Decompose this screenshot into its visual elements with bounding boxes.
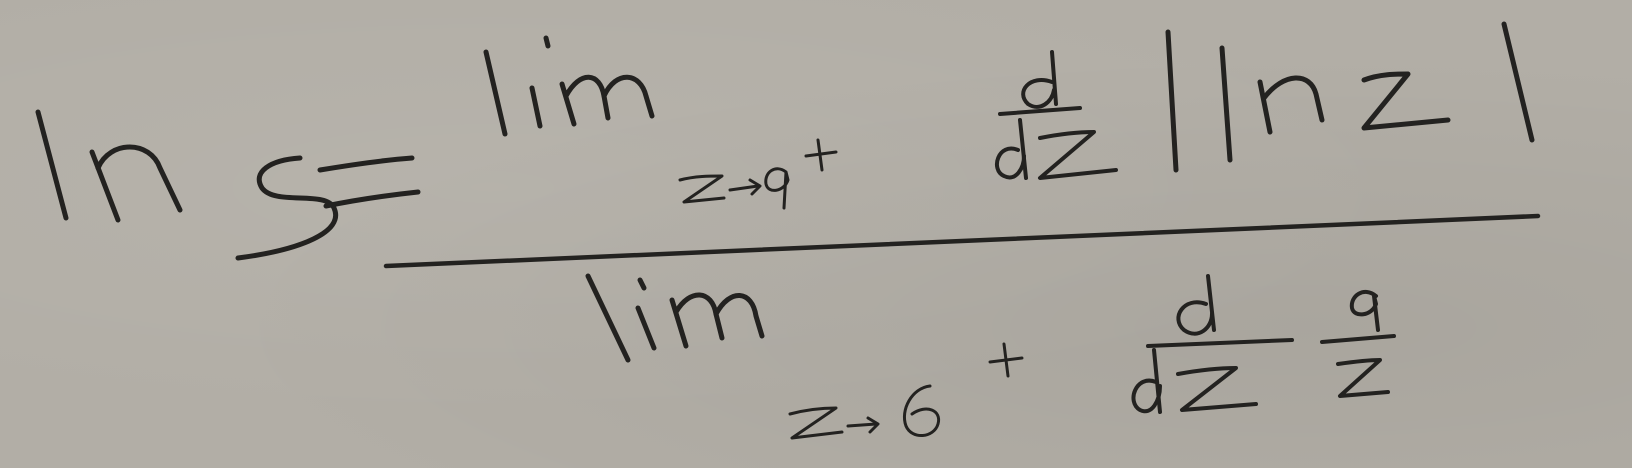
numerator-lim <box>486 38 652 134</box>
denominator-a-over-z <box>1322 292 1394 396</box>
lhs-y <box>238 158 336 258</box>
numerator-limit-subscript <box>680 140 836 208</box>
lhs-ln <box>38 112 180 220</box>
numerator-derivative <box>997 52 1116 178</box>
fraction-bar <box>386 216 1538 266</box>
numerator-abs-ln-z <box>1168 24 1532 170</box>
denominator-lim <box>588 276 762 360</box>
equals-sign <box>320 158 418 206</box>
denominator-derivative <box>1133 276 1292 412</box>
denominator-limit-subscript <box>790 344 1022 438</box>
